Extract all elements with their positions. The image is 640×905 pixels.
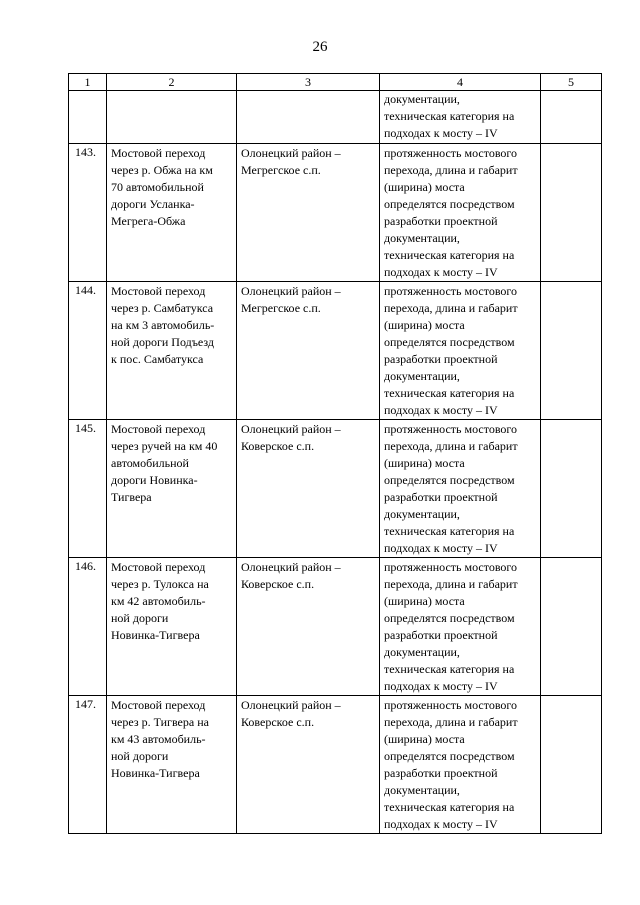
cell-text-line: подходах к мосту – IV: [384, 541, 498, 555]
cell-text-line: дороги Новинка-: [111, 473, 198, 487]
note-cell: [380, 696, 541, 834]
location-cell: [237, 420, 380, 558]
cell-text-line: техническая категория на: [384, 248, 515, 262]
note-cell: [380, 144, 541, 282]
table-row: [69, 282, 602, 420]
cell-text-line: перехода, длина и габарит: [384, 301, 518, 315]
cell-text-line: км 42 автомобиль-: [111, 594, 206, 608]
cell-text-line: Мостовой переход: [111, 146, 206, 160]
cell-text-line: протяженность мостового: [384, 698, 518, 712]
note-cell: [380, 91, 541, 144]
cell-text-line: документации,: [384, 645, 460, 659]
cell-text-line: Мостовой переход: [111, 698, 206, 712]
cell-text-line: подходах к мосту – IV: [384, 679, 498, 693]
cell-text-line: (ширина) моста: [384, 180, 465, 194]
row-number-cell: 144.: [69, 282, 107, 420]
column-header: 2: [107, 74, 237, 91]
cell-text-line: Мегрега-Обжа: [111, 214, 186, 228]
cell-text-line: определятся посредством: [384, 611, 515, 625]
cell-text-line: определятся посредством: [384, 197, 515, 211]
object-name-cell: [107, 696, 237, 834]
cell-text-line: документации,: [384, 507, 460, 521]
cell-text-line: перехода, длина и габарит: [384, 163, 518, 177]
cell-text-line: Мегрегское с.п.: [241, 163, 321, 177]
note-cell: [380, 558, 541, 696]
cell-text-line: ной дороги: [111, 749, 169, 763]
cell-text-line: подходах к мосту – IV: [384, 126, 498, 140]
cell-text-line: Олонецкий район –: [241, 698, 341, 712]
cell-text-line: ной дороги Подъезд: [111, 335, 215, 349]
cell-text-line: ной дороги: [111, 611, 169, 625]
cell-text-line: к пос. Самбатукса: [111, 352, 204, 366]
cell-text-line: документации,: [384, 369, 460, 383]
cell-text-line: протяженность мостового: [384, 146, 518, 160]
continuation-row: [69, 91, 602, 144]
extra-cell: [541, 420, 602, 558]
table-row: [69, 420, 602, 558]
location-cell: [237, 696, 380, 834]
cell-text-line: дороги Усланка-: [111, 197, 195, 211]
cell-text-line: через ручей на км 40: [111, 439, 218, 453]
location-cell: [237, 282, 380, 420]
cell-text-line: подходах к мосту – IV: [384, 265, 498, 279]
object-name-cell: [107, 144, 237, 282]
cell-text-line: Мостовой переход: [111, 422, 206, 436]
extra-cell: [541, 558, 602, 696]
cell-text-line: автомобильной: [111, 456, 189, 470]
cell-text-line: техническая категория на: [384, 662, 515, 676]
object-name-cell: [107, 558, 237, 696]
cell-text-line: подходах к мосту – IV: [384, 817, 498, 831]
cell-text-line: 70 автомобильной: [111, 180, 204, 194]
row-number-cell: 146.: [69, 558, 107, 696]
object-name-cell: [107, 420, 237, 558]
table-row: [69, 144, 602, 282]
cell-text-line: км 43 автомобиль-: [111, 732, 206, 746]
page-number: 26: [312, 39, 328, 55]
extra-cell: [541, 282, 602, 420]
cell-text-line: Коверское с.п.: [241, 439, 315, 453]
cell-text-line: Тигвера: [111, 490, 152, 504]
cell-text-line: через р. Обжа на км: [111, 163, 213, 177]
table-row: [69, 558, 602, 696]
cell-text-line: перехода, длина и габарит: [384, 439, 518, 453]
cell-text-line: разработки проектной: [384, 628, 498, 642]
cell-text-line: на км 3 автомобиль-: [111, 318, 215, 332]
cell-text-line: протяженность мостового: [384, 422, 518, 436]
object-name-cell: [107, 91, 237, 144]
row-number-cell: 147.: [69, 696, 107, 834]
cell-text-line: техническая категория на: [384, 386, 515, 400]
extra-cell: [541, 144, 602, 282]
cell-text-line: Олонецкий район –: [241, 422, 341, 436]
table-row: [69, 696, 602, 834]
cell-text-line: разработки проектной: [384, 490, 498, 504]
cell-text-line: разработки проектной: [384, 766, 498, 780]
cell-text-line: (ширина) моста: [384, 318, 465, 332]
cell-text-line: определятся посредством: [384, 335, 515, 349]
cell-text-line: протяженность мостового: [384, 560, 518, 574]
cell-text-line: техническая категория на: [384, 800, 515, 814]
object-name-cell: [107, 282, 237, 420]
cell-text-line: протяженность мостового: [384, 284, 518, 298]
note-cell: [380, 282, 541, 420]
location-cell: [237, 91, 380, 144]
cell-text-line: разработки проектной: [384, 352, 498, 366]
cell-text-line: документации,: [384, 92, 460, 106]
note-cell: [380, 420, 541, 558]
location-cell: [237, 558, 380, 696]
cell-text-line: (ширина) моста: [384, 594, 465, 608]
cell-text-line: перехода, длина и габарит: [384, 715, 518, 729]
column-header: 1: [69, 74, 107, 91]
cell-text-line: перехода, длина и габарит: [384, 577, 518, 591]
cell-text-line: через р. Самбатукса: [111, 301, 214, 315]
table-header-row: [69, 74, 602, 91]
extra-cell: [541, 696, 602, 834]
cell-text-line: Олонецкий район –: [241, 146, 341, 160]
cell-text-line: через р. Тигвера на: [111, 715, 209, 729]
column-header: 4: [380, 74, 541, 91]
bridge-crossings-table: [68, 73, 602, 834]
cell-text-line: определятся посредством: [384, 749, 515, 763]
cell-text-line: определятся посредством: [384, 473, 515, 487]
cell-text-line: Коверское с.п.: [241, 577, 315, 591]
cell-text-line: техническая категория на: [384, 109, 515, 123]
cell-text-line: Олонецкий район –: [241, 284, 341, 298]
location-cell: [237, 144, 380, 282]
row-number-cell: 145.: [69, 420, 107, 558]
cell-text-line: подходах к мосту – IV: [384, 403, 498, 417]
cell-text-line: Мегрегское с.п.: [241, 301, 321, 315]
cell-text-line: разработки проектной: [384, 214, 498, 228]
cell-text-line: документации,: [384, 231, 460, 245]
row-number-cell: [69, 91, 107, 144]
extra-cell: [541, 91, 602, 144]
column-header: 5: [541, 74, 602, 91]
cell-text-line: через р. Тулокса на: [111, 577, 209, 591]
cell-text-line: (ширина) моста: [384, 732, 465, 746]
cell-text-line: Новинка-Тигвера: [111, 628, 200, 642]
cell-text-line: документации,: [384, 783, 460, 797]
cell-text-line: Мостовой переход: [111, 284, 206, 298]
cell-text-line: техническая категория на: [384, 524, 515, 538]
cell-text-line: Олонецкий район –: [241, 560, 341, 574]
cell-text-line: Коверское с.п.: [241, 715, 315, 729]
row-number-cell: 143.: [69, 144, 107, 282]
cell-text-line: Новинка-Тигвера: [111, 766, 200, 780]
column-header: 3: [237, 74, 380, 91]
cell-text-line: Мостовой переход: [111, 560, 206, 574]
cell-text-line: (ширина) моста: [384, 456, 465, 470]
